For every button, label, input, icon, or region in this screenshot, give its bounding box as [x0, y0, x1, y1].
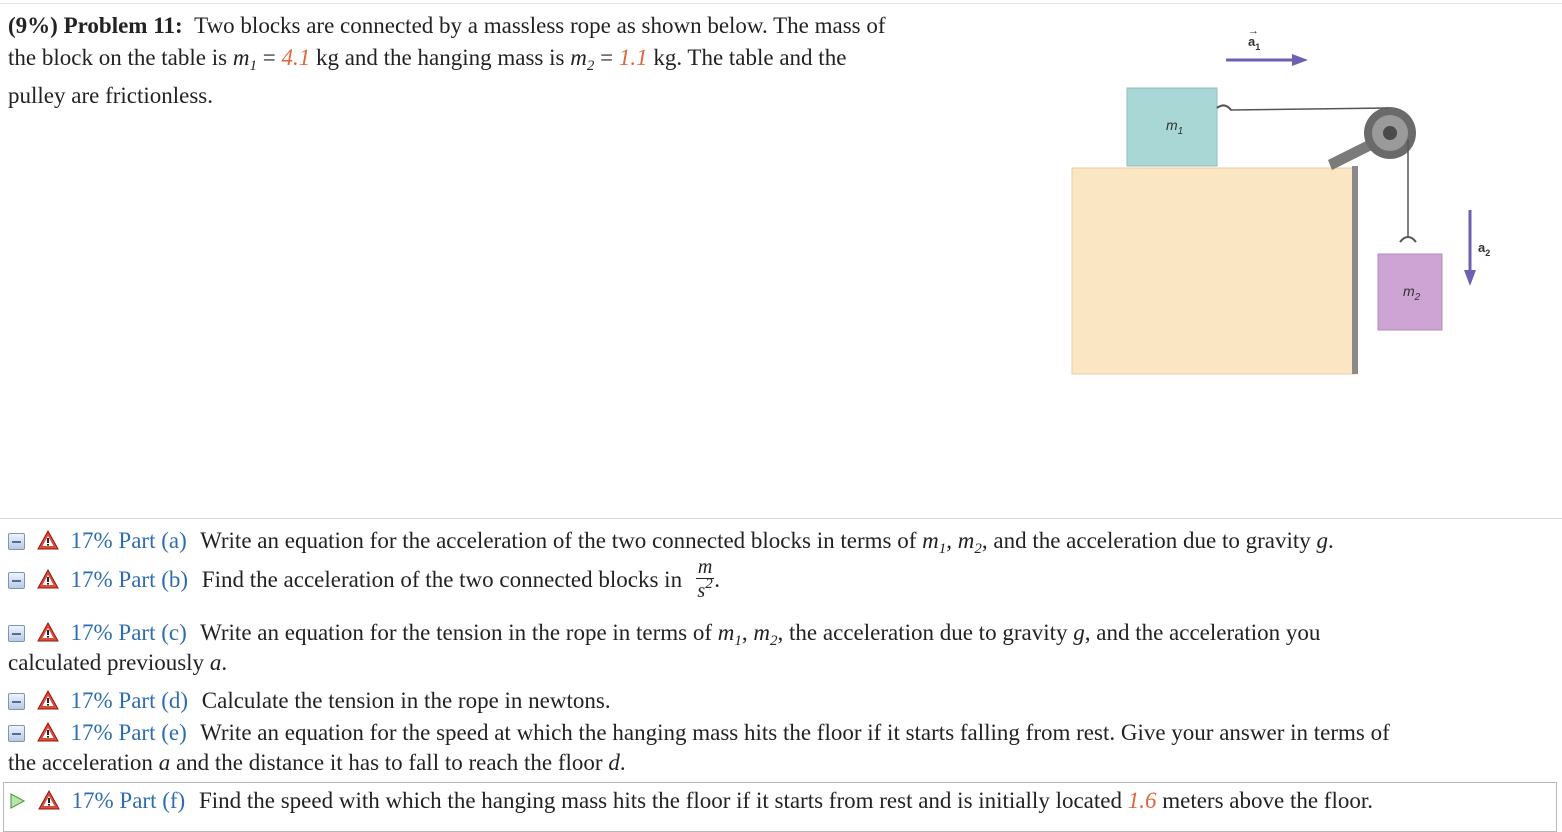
rope-horizontal: [1230, 108, 1388, 110]
height-value: 1.6: [1127, 788, 1157, 813]
problem-text-1: Two blocks are connected by a massless rope as shown below. The mass of: [194, 13, 886, 38]
expand-icon[interactable]: [8, 533, 25, 550]
part-b-title[interactable]: 17% Part (b): [70, 566, 189, 592]
warning-icon: [37, 722, 59, 742]
warning-icon: [37, 690, 59, 710]
block-m1-label: $m_1$: [1166, 117, 1184, 137]
part-e[interactable]: 17% Part (e) Write an equation for the speed at which the hanging mass hits the floor if it starts falling from rest. Give your answer in terms of the acceleration a and the distance it has to fall to reach the floor d.: [8, 720, 1390, 775]
part-d-title[interactable]: 17% Part (d): [70, 688, 189, 713]
a2-label: $a_2$: [1478, 240, 1490, 258]
play-icon[interactable]: [8, 792, 26, 810]
part-c[interactable]: 17% Part (c) Write an equation for the tension in the rope in terms of $m_1$, $m_2$, the acceleration due to gravity g, and the acceleration you calculated previously a.: [8, 620, 1321, 675]
problem-statement: [8, 10, 1038, 112]
expand-icon[interactable]: [8, 572, 25, 589]
problem-label: Problem 11:: [63, 13, 183, 38]
block-m2-label: $m_2$: [1403, 283, 1421, 303]
expand-icon[interactable]: [8, 625, 25, 642]
svg-text:→: →: [1248, 25, 1259, 37]
blocks-pulley-diagram: [1070, 20, 1490, 380]
m2-symbol: $m_2$: [570, 45, 595, 74]
a1-label: $a_1$: [1248, 34, 1261, 52]
part-c-title[interactable]: 17% Part (c): [70, 620, 187, 645]
problem-line-2: the block on the table is $m_1 = 4.1$ kg and the hanging mass is $m_2 = 1.1$ kg. The table and the: [8, 45, 847, 74]
part-f[interactable]: 17% Part (f) Find the speed with which the hanging mass hits the floor if it starts from rest and is initially located 1.6 meters above the floor.: [8, 786, 1553, 816]
m1-value: 4.1: [281, 45, 311, 70]
m1-symbol: $m_1$: [232, 45, 257, 74]
part-e-title[interactable]: 17% Part (e): [70, 720, 187, 745]
part-a-title[interactable]: 17% Part (a): [70, 528, 187, 553]
expand-icon[interactable]: [8, 693, 25, 710]
a1-arrowhead: [1292, 54, 1308, 66]
problem-line-3: pulley are frictionless.: [8, 83, 214, 108]
part-a[interactable]: 17% Part (a) Write an equation for the acceleration of the two connected blocks in terms of $m_1$, $m_2$, and the acceleration due to gravity g.: [8, 526, 1553, 556]
top-divider: [0, 3, 1562, 4]
warning-icon: [37, 622, 59, 642]
units-fraction: $\frac{m}{s^2}$: [697, 556, 713, 602]
m2-value: 1.1: [618, 45, 648, 70]
part-d[interactable]: 17% Part (d) Calculate the tension in the rope in newtons.: [8, 686, 1553, 716]
section-divider: [0, 518, 1562, 519]
expand-icon[interactable]: [8, 725, 25, 742]
problem-weight: (9%): [8, 13, 58, 38]
a2-arrowhead: [1464, 270, 1476, 286]
warning-icon: [37, 530, 59, 550]
problem-line-1: [8, 10, 1038, 42]
warning-icon: [37, 569, 59, 589]
warning-icon: [38, 790, 60, 810]
table: [1072, 168, 1356, 374]
part-f-title[interactable]: 17% Part (f): [71, 788, 186, 813]
part-b[interactable]: 17% Part (b) Find the acceleration of the two connected blocks in $\frac{m}{s^2}$ .: [8, 558, 1553, 605]
